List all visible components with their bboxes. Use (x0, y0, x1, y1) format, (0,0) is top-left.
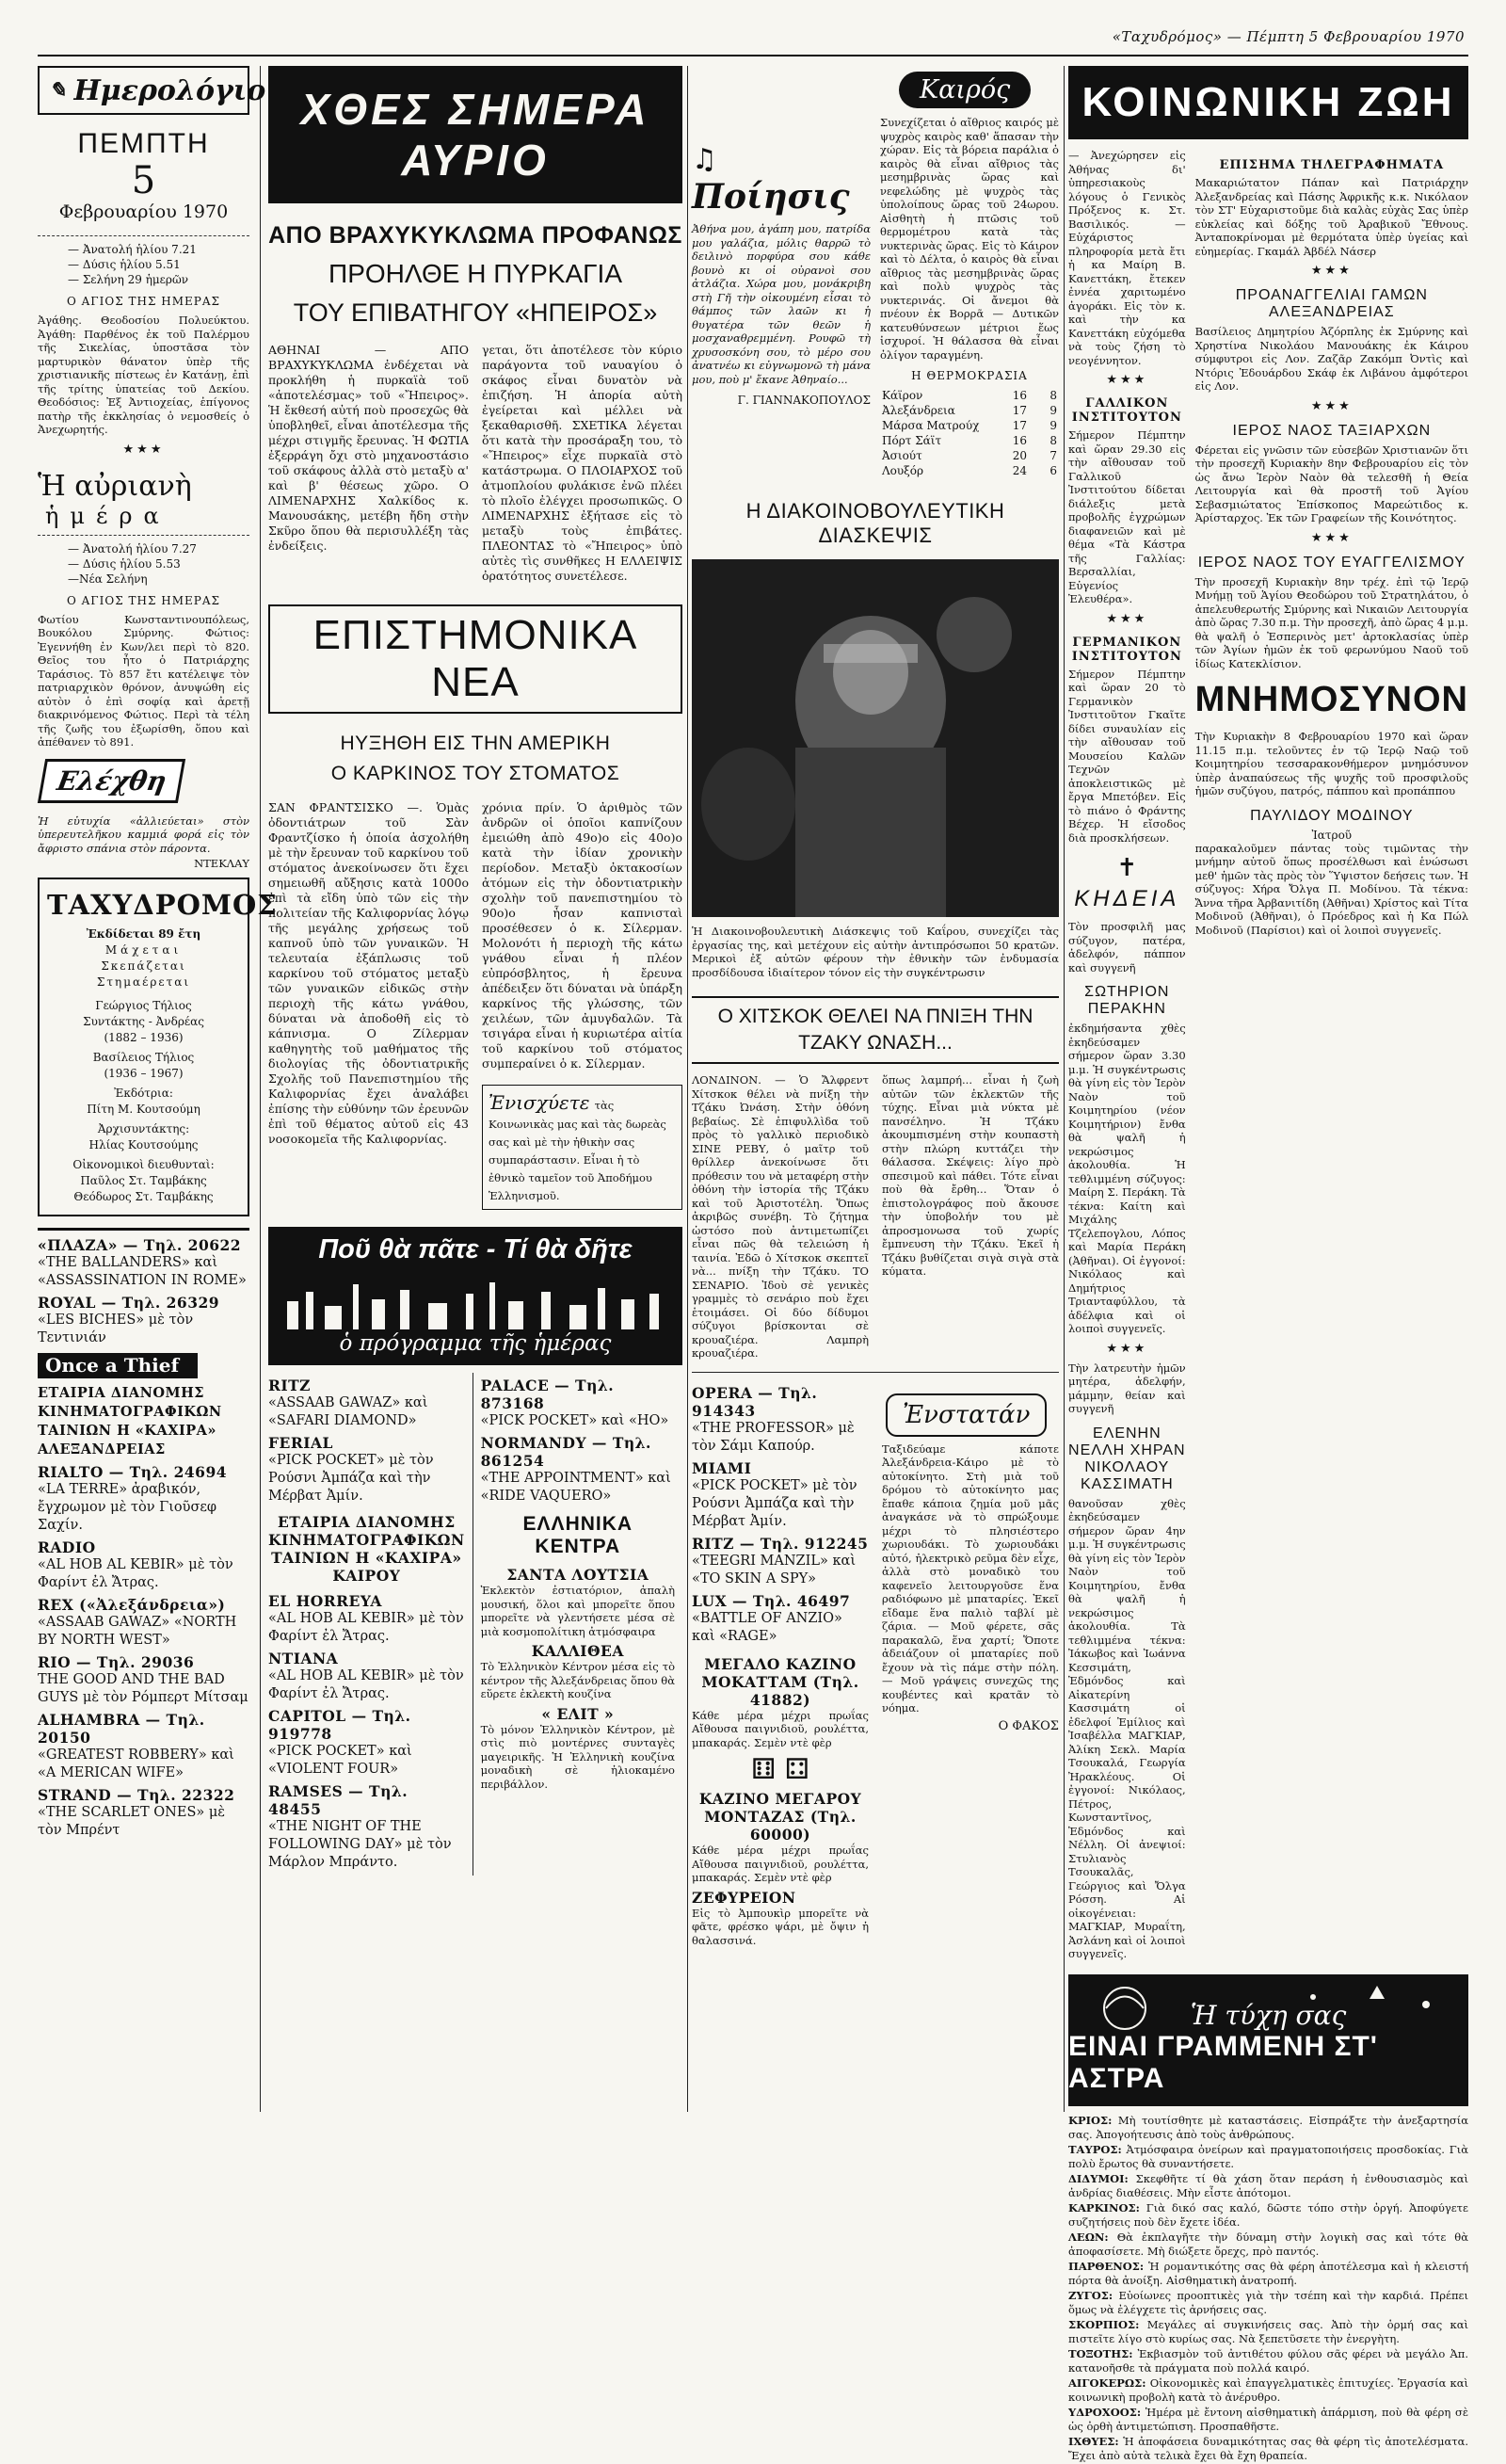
max: 17 (1012, 419, 1027, 432)
divider (692, 1372, 1059, 1373)
horoscope-entry (1068, 2260, 1468, 2288)
proaggelia-heading: ΠΡΟΑΝΑΓΓΕΛΙΑΙ ΓΑΜΩΝ ΑΛΕΞΑΝΔΡΕΙΑΣ (1235, 287, 1428, 320)
city: Μάρσα Ματρούχ (882, 419, 980, 432)
city: Πόρτ Σάϊτ (882, 434, 942, 447)
logo-text: Ημερολόγιο (73, 73, 266, 107)
photo-caption: Ἡ Διακοινοβουλευτικὴ Διάσκεψις τοῦ Καΐρου, συνεχίζει τὰς ἐργασίας της, καὶ μετέχουν εἰς αὐτὴν ἀντιπρόσωποι 50 κρατῶν. Μερικοὶ ἐξ αὐτῶν φέρουν τὴν ἐθνικὴν τῶν ἐνδυμασία προσδίδουσα ἰδιαίτερον τόνον εἰς τὴν συγκέντρωσιν (692, 925, 1059, 979)
taxydromos-box (38, 878, 278, 1216)
distribution-company: ΕΤΑΙΡΙΑ ΔΙΑΝΟΜΗΣ ΚΙΝΗΜΑΤΟΓΡΑΦΙΚΩΝ ΤΑΙΝΙΩΝ Η «ΚΑΧΙΡΑ» ΑΛΕΞΑΝΔΡΕΙΑΣ (38, 1385, 222, 1457)
ellinika-kentra-heading: ΕΛΛΗΝΙΚΑ ΚΕΝΤΡΑ (522, 1513, 633, 1557)
horoscope-entry (1068, 2114, 1468, 2142)
star-divider: ★★★ (1106, 611, 1148, 626)
tax-line: Μάχεται (104, 943, 183, 957)
column-social (1068, 66, 1468, 2464)
elehthi-logo: Ελέχθη (38, 759, 186, 803)
zodiac-text: Μεγάλες αἱ συγκινήσεις σας. Ἀπὸ τὴν ὁρμή σας καὶ πιστεῖτε λίγο στὸ κυρίως σας. Νὰ ξεπετῦσετε τὴν ἐνεργὴτη. (1068, 2317, 1469, 2345)
story-column: ΑΘΗΝΑΙ — ΑΠΟ ΒΡΑΧΥΚΥΚΛΩΜΑ ἐνδέχεται νὰ προκλήθη ἡ πυρκαϊὰ τοῦ «ἀποτελέσμας» τοῦ «Ἤπειρος». Ἡ ἔκθεσή αὐτή ποὺ προσεχῶς θὰ ὑποβληθεῖ, εἶναι ἀποτέλεσμα τῆς μέχρι στιγμῆς ἔρευνας. Ἡ ΦΩΤΙΑ ἐξερράγη ὄχι στὸ μηχανοστάσιο τοῦ σκάφους ἀλλὰ στὸ μεταξὺ α' καὶ β' θέσεως χῶρο. Ο ΛΙΜΕΝΑΡΧΗΣ Χαλκίδος κ. Μανουσάκης, μετέβη ἤδη στὴν Σκῦρο ὅπου θὰ περισυλλέξη τὰς ἐνδείξεις. (268, 343, 469, 553)
zodiac-sign: ΔΙΔΥΜΟΙ: (1068, 2171, 1129, 2185)
story-fire (268, 343, 682, 584)
moon-line: —Νέα Σελήνη (68, 572, 148, 586)
german-text: Σήμερον Πέμπτην καὶ ὥραν 20 τὸ Γερμανικὸν Ἰνστιτοῦτον Γκαῖτε δίδει συναυλίαν εἰς τὴν αἴθουσαν τοῦ Μουσείου Καλῶν Τεχνῶν ἀποκλειστικῶς μὲ ἔργα Μπετόβεν. Εἰς τὸ πιάνο ὁ Φράντης Βέχερ. Ἡ εἴσοδος διὰ προσκλήσεων. (1068, 667, 1186, 845)
enstantan-author: Ο ΦΑΚΟΣ (998, 1718, 1059, 1733)
kideia-details: θανοῦσαν χθὲς ἐκηδεύσαμεν σήμερον ὥραν 4ην μ.μ. Ἡ συγκέντρωσις θὰ γίνη εἰς τὸν Ἱερὸν Ναὸν τοῦ Κοιμητηρίου, ἔνθα θὰ ψαλῆ ἡ νεκρώσιμος ἀκολουθία. Τὰ τεθλιμμένα τέκνα: Ἰάκωβος καὶ Ἰωάννα Κεσσιμάτη, Ἐδμόνδος καὶ Αἰκατερίνη Κασσιμάτη οἱ ἐδελφοί Ἐμίλιος καὶ Ἰσαβέλλα ΜΑΓΚΙΑΡ, Ἀλίκη Σεκλ. Μαρία Τσουκαλά, Γεωργία Ἠρακλέους. Οἱ ἐγγονοί: Νικόλαος, Πέτρος, Κωνσταντῖνος, Ἐδμόνδος καὶ Νέλλη. Οἱ ἀνεψιοί: Στυλιανὸς Τσουκαλᾶς, Γεώργιος καὶ Ὄλγα Ρόσση. Αἱ οἰκογένειαι: ΜΑΓΚΙΑΡ, Μυραΐτη, Ἀσλάνη καὶ οἱ λοιποὶ συγγενεῖς. (1068, 1496, 1186, 1960)
cinema-name: CAPITOL — Τηλ. 919778 (268, 1707, 411, 1743)
date-number: 5 (131, 159, 156, 202)
headline-cancer-1: ΗΥΞΗΘΗ ΕΙΣ ΤΗΝ ΑΜΕΡΙΚΗ (340, 733, 611, 754)
casino-entry (692, 1790, 869, 1885)
kideia-intro: Τὴν λατρευτὴν ἡμῶν μητέρα, ἀδελφήν, μάμμην, θείαν καὶ συγγενῆ (1068, 1361, 1186, 1415)
cinema-name: FERIAL (268, 1434, 333, 1452)
horoscope-banner (1068, 1974, 1468, 2106)
cinema-name: ΑLHAMBRA — Τηλ. 20150 (38, 1711, 205, 1747)
sunrise-line: — Ἀνατολή ἡλίου 7.27 (68, 541, 197, 556)
cinema-film: «THE SCARLET ONES» μὲ τὸν Μπρέντ (38, 1805, 226, 1838)
casino-text: Κάθε μέρα μέχρι πρωΐας Αἴθουσα παιγνιδιοῦ, ρουλέττα, μπακαράς. Σεμὲν ντὲ φὲρ (692, 1708, 869, 1749)
casino-entry (692, 1655, 869, 1750)
tax-line: Θεόδωρος Στ. Ταμβάκης (73, 1190, 214, 1203)
day-name: ΠΕΜΠΤΗ (77, 128, 210, 159)
cinema-film: «AL HOB AL KEBIR» μὲ τὸν Φαρίντ ἐλ Ἄτρας. (268, 1611, 464, 1644)
column-separator (1064, 66, 1065, 2112)
headline-line-3: ΤΟΥ ΕΠΙΒΑΤΗΓΟΥ «ΗΠΕΙΡΟΣ» (293, 298, 658, 327)
cinema-entry (481, 1434, 675, 1506)
story-column: χρόνια πρίν. Ὁ ἀριθμὸς τῶν ἀνδρῶν οἱ ὁποῖοι καπνίζουν ἐμειώθη ἀπὸ 49ο)ο εἰς 40ο)ο κατὰ τὴν ἰδίαν χρονικὴν περίοδον. Μεταξὺ ὀκτακοσίων ἀτόμων εἰς τὴν ὀδοντιατρικὴν σχολὴν τοῦ πανεπιστημίου τὸ 90ο)ο ἦσαν καπνισταὶ προσέθεσεν ὁ κ. Σίλερμαν. Μολονότι ἡ περιοχὴ τῆς κάτω γνάθου εἶναι ἡ πλέον εὐπρόσβλητος, ἡ ἔρευνα ἀπέδειξεν ὅτι δύναται νὰ ὑπάρξη καρκίνος τῆς γλώσσης, τῶν χειλέων, τῶν ἀμυγδαλῶν. Τὰ τσιγάρα εἶναι ἡ κυριωτέρα αἰτία τοῦ καρκίνου τοῦ στόματος συμπεραίνει ὁ κ. Σίλερμαν. (482, 800, 682, 1071)
hitchcock-headline: Ο ΧΙΤΣΚΟΚ ΘΕΛΕΙ ΝΑ ΠΝΙΞΗ ΤΗΝ ΤΖΑΚΥ ΩΝΑΣΗ... (692, 996, 1059, 1064)
cinema-entry (38, 1653, 249, 1707)
cinema-name: RIALTO — Τηλ. 24694 (38, 1463, 228, 1481)
tax-line: (1936 – 1967) (104, 1067, 184, 1080)
diaskepsis-headline: Η ΔΙΑΚΟΙΝΟΒΟΥΛΕΥΤΙΚΗ ΔΙΑΣΚΕΨΙΣ (745, 499, 1005, 547)
casino-entry (692, 1889, 869, 1948)
cinema-entry (692, 1535, 869, 1588)
kentro-entry (481, 1566, 675, 1638)
sun-times (68, 242, 249, 287)
horoscope-entry (1068, 2318, 1468, 2346)
horoscope-list (1068, 2114, 1468, 2463)
epistimonika-nea-box: ΕΠΙΣΤΗΜΟΝΙΚΑ ΝΕΑ (268, 604, 682, 714)
cinema-film: «PICK POCKET» καὶ «VIOLENT FOUR» (268, 1744, 412, 1777)
cinema-film: «THE NIGHT OF THE FOLLOWING DAY» μὲ τὸν Μάρλον Μπράντο. (268, 1819, 452, 1870)
cinema-entry (268, 1782, 465, 1872)
taxiarxon-text: Φέρεται εἰς γνῶσιν τῶν εὐσεβῶν Χριστιανῶν ὅτι τὴν προσεχῆ Κυριακὴν 8ην Φεβρουαρίου εἰς τὸν ὡς ἄνω Ἱερὸν Ναὸν θὰ τελεσθῆ ἡ Θεία Λειτουργία καὶ θὰ προστῆ τοῦ Ἀγίου Σεβασμιώτατος Ἐπίσκοπος Μαρεώτιδος κ. Ἀρίσταρχος. Ἐκ τῶν Γραφείων τῆς Κοινότητος. (1194, 443, 1468, 524)
cinema-film: «PICK POCKET» μὲ τὸν Ρούσνι Ἀμπάζα καὶ τὴν Μέρβατ Ἀμίν. (268, 1453, 434, 1504)
zodiac-sign: ΠΑΡΘΕΝΟΣ: (1068, 2259, 1145, 2273)
headline-cancer-2: Ο ΚΑΡΚΙΝΟΣ ΤΟΥ ΣΤΟΜΑΤΟΣ (330, 763, 620, 784)
story-hitchcock (692, 1073, 1059, 1361)
cinema-film: «PICK POCKET» μὲ τὸν Ρούσνι Ἀμπάζα καὶ τὴν Μέρβατ Ἀμίν. (692, 1477, 857, 1529)
zodiac-sign: ΚΡΙΟΣ: (1068, 2113, 1113, 2127)
city-skyline-illustration (268, 1273, 682, 1329)
cinema-entry (268, 1592, 465, 1646)
saint-text: Φωτίου Κωνσταντινουπόλεως, Βουκόλου Σμύρνης. Φώτιος: Ἐγεννήθη ἐν Κων/λει περὶ τὸ 820. Θεῖος του ἦτο ὁ Πατριάρχης Ταράσιος. Τὸ 857 ἔτι κατέλειψε τὸν πατριαρχικὸν θρόνον, ἀνυψώθη εἰς αὐτὸν ὁ ἐπὶ σοφίᾳ καὶ ἀρετῇ διακρινόμενος Φώτιος. Περὶ τὰ τέλη τῆς ζωῆς του ἐξωρίσθη, ὅπου καὶ ἀπέθανεν τὸ 891. (38, 612, 249, 749)
cinema-and-kentra (473, 1373, 682, 1876)
cinema-film: «AL HOB AL KEBIR» μὲ τὸν Φαρίντ ἐλ Ἄτρας. (268, 1668, 464, 1701)
cinema-entry (38, 1711, 249, 1782)
star-divider: ★★★ (1106, 1341, 1148, 1356)
saint-heading: Ο ΑΓΙΟΣ ΤΗΣ ΗΜΕΡΑΣ (66, 593, 221, 607)
horoscope-entry (1068, 2201, 1468, 2230)
enstantan-logo: Ἐνστατάν (886, 1393, 1047, 1437)
city: Κάϊρον (882, 389, 923, 402)
cinema-entry (268, 1707, 465, 1779)
enstantan-block (882, 1380, 1059, 1952)
casino-name: ΖΕΦΥΡΕΙΟΝ (692, 1888, 796, 1907)
city: Λουξόρ (882, 464, 924, 477)
kentro-entry (481, 1705, 675, 1792)
spacer (692, 66, 871, 122)
zodiac-sign: ΙΧΘΥΕΣ: (1068, 2434, 1119, 2448)
table-row (880, 448, 1059, 463)
column-separator (687, 66, 688, 2112)
cinema-name: NORMANDY — Τηλ. 861254 (480, 1434, 651, 1470)
cinema-film: «LES BICHES» μὲ τὸν Τεντινιάν (38, 1313, 194, 1345)
story-column: ΣΑΝ ΦΡΑΝΤΣΙΣΚΟ —. Ὁμὰς ὀδοντιάτρων τοῦ Σὰν Φραντζίσκο ἡ ὁποία ἀσχολήθη μὲ τὴν ἔρευναν τοῦ καρκίνου τοῦ στόματος ἀνεκοίνωσεν ὅτι ἔχει σημειωθῆ αὔξησις κατὰ 1000ο ἐπὶ τὰ εἴδη ὑπὸ τῶν εἰς τὴν πολιτείαν τῆς Καλιφορνίας λόγῳ τῆς μεγάλης χρήσεως τοῦ καπνοῦ ὑπὸ τῶν γυναικῶν. Ἡ τελευταία ἐξάπλωσις τοῦ καρκίνου τοῦ στόματος μεταξὺ τῶν γυναικῶν εἰδικῶς στὴν περιοχὴ τῆς κάτω γνάθου, δύναται νὰ ἀποδοθῆ εἰς τὸ κάπνισμα. Ο Ζίλερμαν καθηγητὴς τοῦ μαθήματος τῆς διολογίας τῆς ὀδοντιατρικῆς Σχολῆς τοῦ Πανεπιστημίου τῆς Καλιφορνίας ἔχει ἀναλάβει ἐπίσης τὴν εὐθύνην τῶν ἐρευνῶν ἐπὶ τοῦ θέματος αὐτοῦ εἰς 43 νοσοκομεῖα τῆς Καλιφορνίας. (268, 800, 469, 1146)
zodiac-sign: ΛΕΩΝ: (1068, 2230, 1109, 2244)
saint-heading: Ο ΑΓΙΟΣ ΤΗΣ ΗΜΕΡΑΣ (66, 295, 221, 308)
cinema-name: RADIO (38, 1538, 96, 1556)
cinema-film: «LA TERRE» ἀραβικόν, ἔγχρωμον μὲ τὸν Γιοῦσεφ Σαχίν. (38, 1482, 217, 1533)
cinema-film: «THE APPOINTMENT» καὶ «RIDE VAQUERO» (480, 1471, 671, 1504)
horoscope-entry (1068, 2347, 1468, 2375)
xthes-simera-avrio-banner: ΧΘΕΣ ΣΗΜΕΡΑ ΑΥΡΙΟ (268, 66, 682, 203)
distribution-company: ΕΤΑΙΡΙΑ ΔΙΑΝΟΜΗΣ ΚΙΝΗΜΑΤΟΓΡΑΦΙΚΩΝ ΤΑΙΝΙΩΝ Η «ΚΑΧΙΡΑ» ΚΑΙΡΟΥ (268, 1513, 465, 1585)
lyre-icon: ♫ (692, 143, 717, 176)
horoscope-entry (1068, 2230, 1468, 2259)
cross-icon: ✝ (1116, 854, 1138, 882)
table-row (880, 418, 1059, 433)
mnimosynon-heading: ΜΝΗΜΟΣΥΝΟΝ (1194, 680, 1468, 719)
cinema-entry (268, 1377, 465, 1430)
tax-line: Στημαέρεται (96, 975, 191, 989)
horoscope-entry (1068, 2435, 1468, 2463)
mnimosynon-name: ΠΑΥΛΙΔΟΥ ΜΟΔΙΝΟΥ (1250, 807, 1414, 824)
saint-text: Ἀγάθης. Θεοδοσίου Πολυεύκτου. Ἀγάθη: Παρθένος ἐκ τοῦ Παλέρμου τῆς Σικελίας, ὑποστᾶσα τὸν μαρτυρικὸν θάνατον ὑπὲρ τῆς χριστιανικῆς πίστεως ἐν Κατάνῃ, ἐπὶ τῆς τρίτης ὑπατείας τοῦ Δεκίου. Θεοδόσιος: Ἐξ Ἀντιοχείας, ἐπίγονος πατὴρ τῆς ἐκκλησίας ὁ νεμοσθείς ὁ Ἀνεχωρητής. (38, 314, 249, 436)
table-row (880, 388, 1059, 403)
tax-line: Ἐκδότρια: (114, 1087, 173, 1100)
horoscope-entry (1068, 2172, 1468, 2200)
tax-line: Ἀρχισυντάκτης: (97, 1122, 190, 1135)
cinema-name: STRAND — Τηλ. 22322 (38, 1786, 235, 1804)
mnimosynon-details: παρακαλοῦμεν πάντας τοὺς τιμῶντας τὴν μνήμην αὐτοῦ ὅπως προσέλθωσι καὶ ἑνώσωσι μεθ' ἡμῶν τὰς πρὸς τὸν Ὕψιστον δεήσεις των. Ἡ σύζυγος: Χήρα Ὄλγα Π. Μοδίνου. Τὰ τέκνα: Ἄννα τῆρα Ἀρβανιτίδη (Ἀθῆναι) Χρίστος καὶ Τίτα Μοδινοῦ (Ἀθῆναι), ὁ Πρόεδρος καὶ ἡ Κα Πώλ Μοδινοῦ (Παρίσιοι) καὶ οἱ λοιποὶ συγγενεῖς. (1194, 841, 1468, 937)
horoscope-entry (1068, 2376, 1468, 2405)
horoscope-title-bottom: ΕΙΝΑΙ ΓΡΑΜΜΕΝΗ ΣΤ' ΑΣΤΡΑ (1068, 2030, 1378, 2094)
kideia-heading: ΚΗΔΕΙΑ (1074, 886, 1180, 911)
koinoniki-zoi-banner: ΚΟΙΝΩΝΙΚΗ ΖΩΗ (1068, 66, 1468, 139)
tomorrow-day: ἡμέρα (45, 502, 170, 529)
running-head: «Ταχυδρόμος» — Πέμπτη 5 Φεβρουαρίου 1970 (1112, 28, 1465, 45)
cinema-name: «ΠΛΑΖΑ» — Τηλ. 20622 (38, 1236, 242, 1254)
zodiac-text: Ἡ ἀποφάσεια δυναμικότητας σας θὰ φέρη τὶς ἀποτελέσματα. Ἔχει ἀπὸ αὐτὰ τελικὰ ἔχει θὰ ἔχη θραπεία. (1068, 2434, 1469, 2462)
divider (38, 535, 249, 536)
poiesis-logo (692, 137, 871, 217)
cinema-film: «THE PROFESSOR» μὲ τὸν Σάμι Καπούρ. (692, 1420, 855, 1454)
epistima-text: Μακαριώτατον Πάπαν καὶ Πατριάρχην Ἀλεξανδρείας καὶ Πάσης Ἀφρικῆς κ.κ. Νικόλαον τὸν ΣΤ' Εὐχαριστοῦμε διὰ καλὰς εὐχὰς Σας ὑπὲρ εὐκλείας καὶ δόξης τοῦ Ἀραβικοῦ Ἔθνους. Ἀνταποκρίνομαι μὲ θερμότατα ὑπὲρ ὑγείας καὶ εὐημερίας. Γκαμάλ Ἀβδέλ Νάσερ (1194, 176, 1468, 258)
zodiac-text: Οἰκονομικὲς καὶ ἐπαγγελματικὲς ἐπιτυχίες. Ἐργασία καὶ κοινωνικὴ προβολὴ κατὰ τὸ ἀνέρυθρο. (1068, 2375, 1469, 2404)
cinema-name: PALACE — Τηλ. 873168 (480, 1377, 615, 1412)
story-column: γεται, ὅτι ἀποτέλεσε τὸν κύριο παράγοντα τοῦ ναυαγίου ὁ σκάφος εἶναι δυνατὸν νὰ ἐπιζήση. Ἡ ἀπορία αὐτὴ ἐγείρεται καὶ μέλλει νὰ ξεκαθαρισθῆ. ΣΧΕΤΙΚΑ λέγεται ὅτι κατὰ τὴν προσάραξη του, τὸ «Ἤπειρος» εἶχε πυρκαϊὰ στὸ κατάστρωμα. Ο ΠΛΟΙΑΡΧΟΣ τοῦ ἀτμοπλοίου φυλάκισε ἐνῶ πλέει τὸ πλοῖο ἐλέγχει προσωπικῶς. Ο ΛΙΜΕΝΑΡΧΗΣ ἐξήτασε εἰς τὸ μεταξὺ τοὺς ἐπιβάτες. ΠΛΕΟΝΤΑΣ τὸ «Ἤπειρος» ὑπὸ αὐτὲς τὶς συνθῆκες Η ΕΛΛΕΙΨΙΣ ὀρατότητος συνετέλεσε. (482, 343, 682, 583)
headline-line-2: ΠΡΟΗΛΘΕ Η ΠΥΡΚΑΓΙΑ (328, 259, 623, 288)
gallikon-heading: ΓΑΛΛΙΚΟΝ ΙΝΣΤΙΤΟΥΤΟΝ (1071, 396, 1182, 425)
cinema-entry (38, 1236, 249, 1290)
kentro-name: ΣΑΝΤΑ ΛΟΥΤΣΙΑ (506, 1566, 649, 1584)
column-calendar (38, 66, 278, 1844)
cinema-entry (268, 1434, 465, 1506)
horoscope-entry (1068, 2143, 1468, 2171)
cinema-list-col3 (692, 1380, 869, 1952)
month-year: Φεβρουαρίου 1970 (58, 201, 229, 222)
conference-photo (692, 559, 1059, 917)
tax-line: Σκεπάζεται (101, 959, 186, 973)
zodiac-sign: ΤΑΥΡΟΣ: (1068, 2142, 1122, 2156)
kentro-name: « ΕΛΙΤ » (541, 1704, 615, 1723)
tax-line: Συντάκτης - Ἀνδρέας (83, 1015, 204, 1028)
star-divider: ★★★ (1310, 530, 1353, 545)
moon-line: — Σελήνη 29 ἡμερῶν (68, 273, 189, 286)
max: 16 (1012, 434, 1027, 447)
enisxyete-box (482, 1085, 682, 1210)
taxydromos-masthead (47, 926, 240, 1205)
conference-photo-image (692, 559, 1059, 917)
evangelismou-heading: ΙΕΡΟΣ ΝΑΟΣ ΤΟΥ ΕΥΑΓΓΕΛΙΣΜΟΥ (1197, 554, 1466, 571)
enisx-label: Ἐνισχύετε (489, 1091, 590, 1114)
story-cancer (268, 800, 682, 1210)
cinema-entry (692, 1384, 869, 1456)
star-divider: ★★★ (1106, 373, 1148, 387)
kentro-text: Τὸ μόνον Ἑλληνικὸν Κέντρον, μὲ στὶς πιὸ μοντέρνες συνταγὲς μαγειρικῆς. Ἡ Ἑλληνικὴ κουζίνα μοναδικὴ σὲ ἡλιοκαμένο περιβάλλον. (480, 1722, 675, 1791)
tax-line: Οἰκονομικοὶ διευθυνταὶ: (72, 1158, 215, 1171)
cinema-name: LUX — Τηλ. 46497 (692, 1591, 851, 1610)
column-news (268, 66, 682, 1876)
tax-line: (1882 – 1936) (104, 1031, 184, 1044)
weather-block (880, 66, 1059, 478)
divider (38, 235, 249, 236)
kentro-entry (481, 1642, 675, 1701)
zodiac-text: Γιὰ δικό σας καλό, δῶστε τόπο στὴν ὀργή. Ἀποφύγετε συζητήσεις ποὺ δὲν ἔχετε ἰδέα. (1068, 2200, 1469, 2229)
cinema-name: EL HORREYA (268, 1592, 382, 1610)
evangelismou-text: Τὴν προσεχῆ Κυριακὴν 8ην τρέχ. ἐπὶ τῷ Ἱερῷ Μνήμῃ τοῦ Ἁγίου Θεοδώρου τοῦ Στρατηλάτου, ὁ ἀπελευθερωτής Σμύρνης καὶ Νικαιῶν Λειτουργία ἀπὸ ὥρας 7.30 π.μ. Τὴν προσεχῆ, ἀπὸ ὥρας 4 μ.μ. θὰ ψαλῆ ὁ Ἐσπερινὸς μετ' ἀρτοκλασίας ὑπὲρ τῶν Ἁγίων ἡμῶν ἐκ τοῦ φερωνύμου Ναοῦ τοῦ ἰδίως Κατεκλίσιον. (1194, 574, 1468, 670)
sunset-line: — Δύσις ἡλίου 5.51 (68, 258, 181, 271)
imerologio-logo (38, 66, 266, 115)
cinema-film: «ASSAAB GAWAZ» καὶ «SAFARI DIAMOND» (268, 1395, 428, 1428)
cinema-film: THE GOOD AND THE BAD GUYS μὲ τὸν Ρόμπερτ Μίτσαμ (38, 1672, 248, 1705)
cinema-entry (692, 1459, 869, 1531)
weather-and-poem (692, 66, 1059, 478)
mnimosynon-text: Τὴν Κυριακὴν 8 Φεβρουαρίου 1970 καὶ ὥραν 11.15 π.μ. τελοῦντες ἐν τῷ Ἱερῷ Ναῷ τοῦ Κοιμητηρίου τεσσαρακονθήμερον μνημόσυνον ὑπὲρ ἀναπαύσεως τῆς ψυχῆς τοῦ προσφιλοῦς ἡμῶν συζύγου, πατρός, πάππου καὶ προπάππου (1194, 730, 1468, 797)
min: 6 (1049, 464, 1057, 477)
table-row (880, 463, 1059, 478)
pou-tha-pate-banner: Ποῦ θὰ πᾶτε - Τί θὰ δῆτε (268, 1227, 682, 1273)
zodiac-sign: ΤΟΞΟΤΗΣ: (1068, 2346, 1133, 2360)
cinema-name: ΝΤΙΑΝΑ (268, 1650, 339, 1667)
sunrise-line: — Ἀνατολή ἡλίου 7.21 (68, 243, 197, 256)
tomorrow-title: Ἡ αὐριανὴ (38, 469, 192, 503)
column-separator (260, 66, 261, 2112)
city: Ἀλεξάνδρεια (882, 404, 955, 417)
thermo-heading: Η ΘΕΡΜΟΚΡΑΣΙΑ (911, 369, 1028, 382)
ad-title: Once a Thief (45, 1354, 180, 1377)
epistima-heading: ΕΠΙΣΗΜΑ ΤΗΛΕΓΡΑΦΗΜΑΤΑ (1219, 158, 1445, 172)
cinema-film: «THE BALLANDERS» καὶ «ASSASSINATION IN ROME» (38, 1255, 247, 1288)
cinema-name: OPERA — Τηλ. 914343 (692, 1383, 818, 1420)
cinema-name: ROYAL — Τηλ. 26329 (38, 1294, 220, 1312)
cinema-entry (38, 1596, 249, 1650)
cinema-film: «PICK POCKET» καὶ «HO» (480, 1413, 669, 1428)
poiesis-text: Ποίησις (692, 177, 850, 217)
calendar-pen-icon: ✎ (49, 78, 67, 103)
star-divider: ★★★ (1310, 264, 1353, 278)
tax-line: Ηλίας Κουτσούμης (88, 1138, 199, 1151)
taxydromos-title: ΤΑΧΥΔΡΟΜΟΣ (47, 889, 278, 921)
max: 20 (1012, 449, 1027, 462)
story-column: ὅπως λαμπρή... εἶναι ἡ ζωὴ αὐτῶν τῶν ἐκλεκτῶν τῆς τύχης. Εἶναι μιὰ νύκτα μὲ πανσέληνο. Ἡ Τζάκυ ἀκουμπισμένη στὴν κουπαστὴ στὴν πλώρη κυττάζει τὴν θάλασσα. Σκέψεις: λίγο πρὸ σπεσιμοῦ καὶ πάθει. Τότε εἶναι ποὺ θὰ ἔρθη... Ὅταν ὁ ἐπιστολογράφος ποὺ ἄκουσε τὴν ὑποβολήν του μὲ ἀπροσμονωσα τοῦ χωρίς ἔμπνευση τὴν Τζάκυ. Ἐκεῖ ἡ Τζάκυ βυθίζεται σιγὰ σιγὰ στὰ κύματα. (882, 1073, 1059, 1278)
dice-icon: ⚅ ⚃ (751, 1753, 809, 1786)
cinema-film: «GREATEST ROBBERY» καὶ «A MERICAN WIFE» (38, 1747, 234, 1780)
zodiac-decoration-icon (1068, 1980, 1468, 2037)
cinema-entry (38, 1786, 249, 1840)
enstantan-text: Ταξιδεύαμε κάποτε Ἀλεξάνδρεια-Κάιρο μὲ τὸ αὐτοκίνητο. Στὴ μιὰ τοῦ δρόμου τὸ αὐτοκίνητο μας ἔπαθε κάποια ζημία μοῦ μᾶς ἀναγκάσε νὰ τὸ σπρώξουμε μέχρι τὸ πλησιέστερο χωριουδάκι. Τὸ χωριουδάκι αὐτό, ἠλεκτρικὸ ρεῦμα δὲν εἶχε, ἀλλὰ στὸ μοναδικὸ του καφενεῖο λειτουργοῦσε ἕνα ραδιόφωνο μὲ μπαταρίες. Ἐκεῖ εἴδαμε ἕνα παλιὸ ταβλί μὲ ζάρια. — Μοῦ φέρετε, σᾶς παρακαλῶ, ἕνα χαρτί; Ὅποτε ἀδειάζουν οἱ μπαταρίες ποῦ ἔχουν νὰ τὶς πάμε στὴν πόλη. — Μοῦ γράψεις συνεχῶς της κουβέντες καὶ κρατᾶν τὸ νόημα. (882, 1441, 1059, 1715)
cinema-entry (38, 1294, 249, 1347)
deceased-name: ΣΩΤΗΡΙΟΝ ΠΕΡΑΚΗΝ (1084, 984, 1170, 1017)
programma-label: ὁ πρόγραμμα τῆς ἡμέρας (268, 1329, 682, 1365)
tax-line: Γεώργιος Τήλιος (95, 999, 192, 1012)
masthead-rule (38, 55, 1468, 56)
min: 9 (1049, 404, 1057, 417)
min: 8 (1049, 434, 1057, 447)
quote-author: ΝΤΕΚΛΑΥ (194, 857, 249, 870)
poem-block (692, 66, 871, 478)
zodiac-sign: ΑΙΓΟΚΕΡΩΣ: (1068, 2375, 1146, 2390)
kairos-logo: Καιρός (899, 72, 1031, 108)
poet-name: Γ. ΓΙΑΝΝΑΚΟΠΟΥΛΟΣ (737, 394, 871, 407)
max: 24 (1012, 464, 1027, 477)
table-row (880, 403, 1059, 418)
zodiac-text: Θὰ ἐκπλαγῆτε τὴν δύναμη στὴν λογικὴ σας καὶ τότε θὰ ἀποφασίσετε. Μὴ διώξετε ὄρεχς, πρὸ παντός. (1068, 2230, 1468, 2258)
cinema-name: RAMSES — Τηλ. 48455 (268, 1782, 409, 1818)
zodiac-sign: ΥΔΡΟΧΟΟΣ: (1068, 2405, 1142, 2419)
tax-line: Βασίλειος Τήλιος (92, 1051, 195, 1064)
sun-times-tomorrow (68, 541, 249, 587)
cinema-entry (692, 1592, 869, 1646)
zodiac-sign: ΚΑΡΚΙΝΟΣ: (1068, 2200, 1140, 2214)
cinema-entry (38, 1538, 249, 1592)
taxiarxon-heading: ΙΕΡΟΣ ΝΑΟΣ ΤΑΞΙΑΡΧΩΝ (1232, 422, 1432, 439)
temperature-table (880, 388, 1059, 478)
gallikon-text: Σήμερον Πέμπτην καὶ ὥραν 29.30 εἰς τὴν αἴθουσαν τοῦ Γαλλικοῦ Ἰνστιτούτου δίδεται διάλεξις μετὰ προβολῆς ἐγχρώμων διαφανειῶν καὶ μὲ θέμα «Τὰ Κάστρα τῆς Γαλλίας: Βερσαλλίαι, Εὐγενίος Ἐλευθέρα». (1068, 428, 1186, 605)
divider (38, 1228, 249, 1231)
casino-name: ΜΕΓΑΛΟ ΚΑΖΙΝΟ ΜΟΚΑΤΤΑΜ (Τηλ. 41882) (701, 1654, 859, 1709)
min: 7 (1049, 449, 1057, 462)
tax-line: Ἐκδίδεται 89 ἔτη (86, 927, 201, 941)
cinema-entry (268, 1650, 465, 1703)
kentro-text: Τὸ Ἑλληνικὸν Κέντρον μέσα εἰς τὸ κέντρον τῆς Ἀλεξάνδρειας ὅπου θὰ εὕρετε ἐκλεκτὴ κουζίνα (480, 1660, 675, 1700)
sunset-line: — Δύσις ἡλίου 5.53 (68, 556, 181, 571)
cinema-entry (481, 1377, 675, 1430)
city: Ἀσιούτ (882, 449, 922, 462)
cinema-name: RIO — Τηλ. 29036 (38, 1653, 195, 1671)
table-row (880, 433, 1059, 448)
german-heading: ΓΕΡΜΑΝΙΚΟΝ ΙΝΣΤΙΤΟΥΤΟΝ (1071, 635, 1182, 664)
cinema-name: RITZ (268, 1377, 311, 1394)
kideia-intro: Τὸν προσφιλῆ μας σύζυγον, πατέρα, ἀδελφόν, πάππον καὶ συγγενῆ (1068, 920, 1186, 974)
zodiac-text: Ἀτμόσφαιρα ὀνείρων καὶ πραγματοποιήσεις προσδοκίας. Γιὰ πολὺ ἔρωτος θὰ συναντήσετε. (1068, 2142, 1468, 2170)
weather-text: Συνεχίζεται ὁ αἴθριος καιρός μὲ ψυχρὸς καιρὸς καθ' ἅπασαν τὴν χώραν. Εἰς τὰ βόρεια παράλια ὁ καιρὸς θὰ εἶναι αἴθριος τὰς μεσημβρινὰς ὥρας καὶ νεφελώδης μὲ ψυχρὸς τὰς ὑπολοίπους ὥρας τοῦ 24ωρου. Αἰσθητὴ ἡ πτῶσις τοῦ θερμομέτρου κατὰ τὰς νυκτερινὰς ὥρας. Εἰς τὸ Κάιρον καὶ τὸ Δέλτα, ὁ καιρὸς θὰ εἶναι αἴθριος τὰς μεσημβρινὰς ὥρας καὶ πολὺ ψυχρὸς τὰς νυκτερινάς. Οἱ ἄνεμοι θὰ πνέουν ἐκ Βορρᾶ — Δυτικῶν κατευθύνσεων μέτριοι ἕως ἰσχυροί. Ἡ θάλασσα θὰ εἶναι ὀλίγον ταραγμένη. (880, 116, 1059, 362)
cinema-name: REX («Ἀλεξάνδρεια») (38, 1596, 226, 1614)
casino-text: Κάθε μέρα μέχρι πρωΐας Αἴθουσα παιγνιδιοῦ, ρουλέττα, μπακαράς. Σεμὲν ντὲ φὲρ (692, 1844, 869, 1884)
zodiac-sign: ΣΚΟΡΠΙΟΣ: (1068, 2317, 1140, 2331)
casino-text: Εἰς τὸ Ἀμπουκὶρ μπορεῖτε νὰ φᾶτε, φρέσκο ψάρι, μὲ ὄψιν ἡ θαλασσινά. (692, 1906, 869, 1947)
cinema-entry (38, 1463, 249, 1535)
column-weather-news (692, 66, 1059, 1951)
cinema-and-centres (268, 1373, 682, 1876)
kentro-text: Ἐκλεκτὸν ἐστιατόριον, ἁπαλὴ μουσική, ὅλοι καὶ μπορεῖτε ὅπου μπορεῖτε νὰ γλεντήσετε μέσα σὲ μιὰ κοσμοπολίτικη ἀτμόσφαιρα (480, 1584, 675, 1638)
quote-text: Ἡ εὐτυχία «ἀλλιεύεται» στὸν ὑπερευτελῆκου καμμιά φορά εἰς τὸν ἄφριστο σπάνια στὸν πάροντα. (38, 813, 249, 855)
horoscope-entry (1068, 2289, 1468, 2317)
zodiac-text: Σκεφθῆτε τί θὰ χάση ὅταν περάση ἡ ἐνθουσιασμὸς καὶ ἀνδρίας διαθέσεις. Μὴν εἶστε ἀπότομοι. (1068, 2171, 1469, 2199)
cinema-and-enstantan (692, 1380, 1059, 1952)
min: 9 (1049, 419, 1057, 432)
max: 16 (1012, 389, 1027, 402)
zodiac-text: Ἡ ρομαντικότης σας θὰ φέρη ἀποτέλεσμα καὶ ἡ κλειστή πόρτα θὰ ἀνοίξη. Αἰσθηματικὴ ἀνατροπή. (1068, 2259, 1469, 2287)
cinema-name: RITZ — Τηλ. 912245 (692, 1534, 869, 1553)
kideia-details: ἐκδημήσαντα χθὲς ἐκηδεύσαμεν σήμερον ὥραν 3.30 μ.μ. Ἡ συγκέντρωσις θὰ γίνη εἰς τὸν Ἱερὸν Ναὸν τοῦ Κοιμητηρίου (νέον Κοιμητήριον) ἔνθα θὰ ψαλῆ ἡ νεκρώσιμος ἀκολουθία. Ἡ τεθλιμμένη σύζυγος: Μαίρη Σ. Περάκη. Τὰ τέκνα: Καίτη καὶ Μιχάλης Τζελεπογλου, Λόπος καὶ Μαρία Περάκη (Ἀθῆναι). Οἱ ἐγγονοί: Νικόλαος καὶ Δημήτριος Τριανταφύλλου, τὰ ἀδέλφια καὶ οἱ λοιποὶ συγγενεῖς. (1068, 1022, 1186, 1335)
enisx-text: τὰς Κοινωνικὰς μας καὶ τὰς δωρεὰς σας καὶ μὲ τὴν ἠθικὴν σας συμπαράστασιν. Εἶναι ἡ τὸ ἐθνικὸ ταμεῖον τοῦ Ἀποδήμου Ἑλληνισμοῦ. (489, 1099, 666, 1202)
deceased-name: ΕΛΕΝΗΝ ΝΕΛΛΗ ΧΗΡΑΝ ΝΙΚΟΛΑΟΥ ΚΑΣΣΙΜΑΤΗ (1068, 1425, 1186, 1492)
horoscope-entry (1068, 2406, 1468, 2434)
zodiac-text: Μὴ τουτίσθητε μὲ καταστάσεις. Εἰσπράξτε τὴν ἀνεξαρτησία σας. Ἀπογοήτευσις ἀπὸ τοὺς ἀνθρώπους. (1068, 2113, 1469, 2141)
cinema-film: «ASSAAB GAWAZ» «NORTH BY NORTH WEST» (38, 1615, 237, 1648)
cinema-name: ΜΙΑΜΙ (692, 1458, 752, 1477)
horoscope-title-top: Ἡ τύχη σας (1190, 1999, 1347, 2031)
social-top (1068, 149, 1468, 1961)
cinema-cairo-list (268, 1373, 473, 1876)
mnimosynon-title: Ἰατροῦ (1311, 828, 1353, 842)
cinema-listings-left (38, 1236, 249, 1840)
star-divider: ★★★ (122, 442, 165, 457)
zodiac-text: Εὐοίωνες προοπτικὲς γιὰ τὴν τσέπη καὶ τὴν καρδιά. Πρέπει ὅμως νὰ ἐλέγχετε τὶς ἀρνήσεις σας. (1068, 2288, 1468, 2316)
story-column: ΛΟΝΔΙΝΟΝ. — Ὁ Ἄλφρεντ Χίτσκοκ θέλει νὰ πνίξη τὴν Τζάκυ Ὠνάση. Στὴν ὀθόνη βεβαίως. Σὲ ἐπιφυλλὶδα τοῦ πρὸς τὸ γαλλικὸ περιοδικὸ ΣΙΝΕ ΡΕΒΥ, ὁ μαῖτρ τοῦ θρίλλερ ἀνεκοίνωσε ὅτι πρόθεσιν του νὰ μεταφέρη στὴν ὀθόνη τὴν ἱστορία τῆς Τζάκυ καὶ τοῦ Ἀριστοτέλη. Ὅπως ἀκριβῶς συνέβη. Τὸ ζήτημα ὡστόσο ποὺ ἀντιμετωπίζει εἶναι πῶς θὰ τελειώση ἡ ταινία. Ἐδῶ ὁ Χίτσκοκ σκεπτεῖ νὰ... πνίξη τὴν Τζάκυ. ΤΟ ΣΕΝΑΡΙΟ. Ἰδοὺ σὲ γενικὲς γραμμὲς τὸ σενάριο ποὺ ἔχει ἑτοιμάσει. Οἱ δύο δίδυμοι σύζυγοι βρίσκονται σὲ κρουαζιέρα. Λαμπρὴ κρουαζιέρα. (692, 1073, 869, 1360)
zodiac-text: Ἡμέρα μὲ ἔντονη αἰσθηματικὴ ἀπάρμιση, ποὺ θὰ φέρη σὲ ὡς ὀρθὴ ἀντιμετώπιση. Προσπαθῆστε. (1068, 2405, 1468, 2433)
cinema-film: «BATTLE OF ANZIO» καὶ «RAGE» (692, 1610, 842, 1644)
casino-name: ΚΑΖΙΝΟ ΜΕΓΑΡΟΥ ΜΟΝΤΑΖΑΣ (Τηλ. 60000) (698, 1790, 862, 1844)
kentro-name: ΚΑΛΛΙΘΕΑ (531, 1642, 624, 1660)
headline-line-1: ΑΠΟ ΒΡΑΧΥΚΥΚΛΩΜΑ ΠΡΟΦΑΝΩΣ (268, 222, 682, 249)
poem-text: Ἀθήνα μου, ἀγάπη μου, πατρίδα μου γαλάζια, μόλις θαρρῶ τὸ δειλινὸ πορφύρα σου κάθε βουνὸ κι οἱ οὐρανοὶ σου ἀτλάζια. Χώρα μου, μονάκριβη στὴ Γῆ τὴν οἰκουμένη εἶσαι τὸ θάμπος τῶν λαῶν κι ἡ θυγατέρα τῶν θεῶν ἡ μοσχαναθρεμμένη. Ρουφῶ τὴ χρυσοσκόνη σου, τὸ μέρο σου ἀνατνέω κι εὐγνωμονῶ τὴ μάνα μου, ποὺ μ' ἔκανε Ἀθηναίο... (692, 222, 871, 386)
cinema-film: «AL HOB AL KEBIR» μὲ τὸν Φαρίντ ἐλ Ἄτρας. (38, 1557, 233, 1590)
cinema-ad (38, 1353, 198, 1378)
star-divider: ★★★ (1310, 398, 1353, 413)
tax-line: Πίτη Μ. Κουτσούμη (87, 1103, 200, 1116)
max: 17 (1012, 404, 1027, 417)
proaggelia-text: Βασίλειος Δημητρίου Ἀζόρπλης ἐκ Σμύρνης καὶ Χρηστίνα Νικολάου Μανουάκης ἐκ Κάιρου σύμφυτροι εἰς Λον. Ζαζᾶρ Ζακόμπ Ὀντὶς καὶ Ντόρις Ἐδουάρδου Σκάφ ἐκ Λιβάνου ἀμφότεροι εἰς Λον. (1194, 325, 1468, 393)
zodiac-sign: ΖΥΓΟΣ: (1068, 2288, 1113, 2302)
social-news: — Ἀνεχώρησεν εἰς Ἀθήνας δι' ὑπηρεσιακοὺς λόγους ὁ Γενικὸς Πρόξενος κ. Στ. Βασιλικός. — Εὐχάριστος πληροφορία μετὰ ἔτι ἡ κα Μαίρη Β. Κανεττάκη, ἔτεκεν ἐννέα χαριτωμένο ἀγοράκι. Εἰς τὸν κ. καὶ τὴν κα Κανεττάκη εὐχόμεθα νὰ τοὺς ζήση τὸ νεογέννητον. (1068, 149, 1186, 367)
tax-line: Παῦλος Στ. Ταμβάκης (80, 1174, 207, 1187)
zodiac-text: Ἐκβιασμὸν τοῦ ἀντιθέτου φύλου σᾶς φέρει νὰ μεγάλο Ἀπ. κατανοῆσθε τὰ πράγματα ποὺ πολλά καιρό. (1068, 2346, 1468, 2375)
min: 8 (1049, 389, 1057, 402)
cinema-film: «TEEGRI MANZIL» καὶ «TO SKIN A SPY» (692, 1553, 857, 1586)
